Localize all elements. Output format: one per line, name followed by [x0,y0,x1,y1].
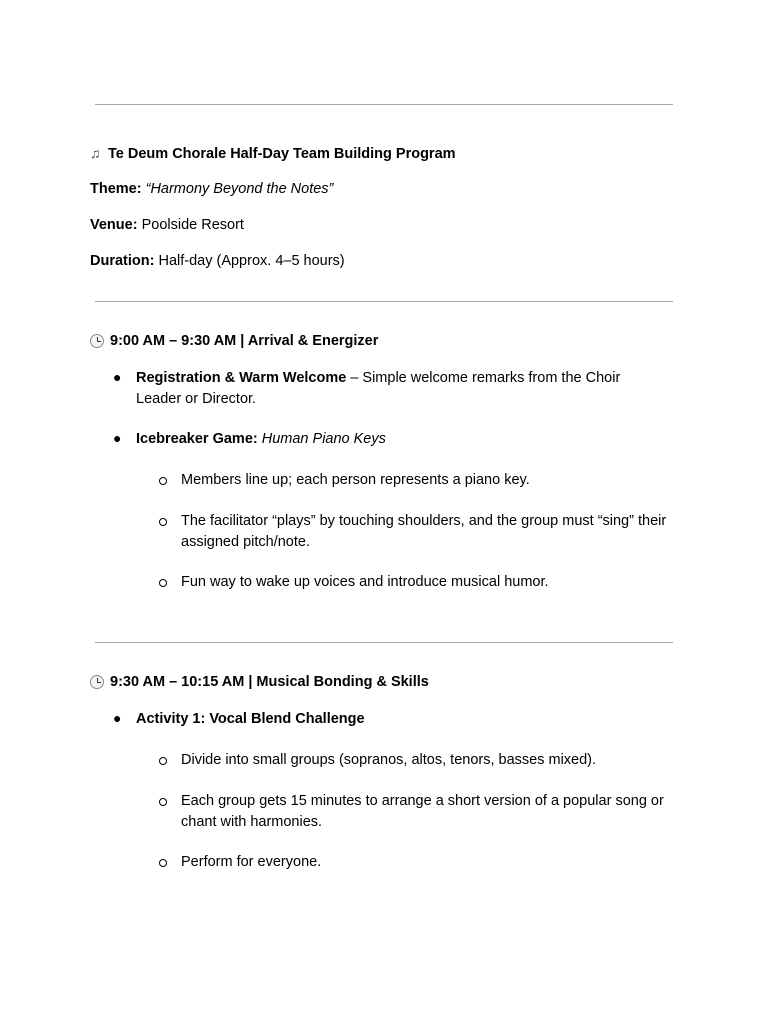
list-item: Icebreaker Game: Human Piano Keys [136,431,386,447]
circle-bullet-icon [159,477,167,485]
circle-bullet-icon [159,518,167,526]
venue-label: Venue: [90,217,138,233]
list-item: Activity 1: Vocal Blend Challenge [136,711,365,727]
bullet-icon: ● [113,369,122,385]
session-heading: 9:00 AM – 9:30 AM | Arrival & Energizer [90,333,378,349]
sub-list-item: Perform for everyone. [181,854,322,870]
circle-bullet-icon [159,579,167,587]
clock-icon [90,675,104,689]
sub-list-item: Divide into small groups (sopranos, altos, tenors, basses mixed). [181,752,597,768]
circle-bullet-icon [159,757,167,765]
session-heading: 9:30 AM – 10:15 AM | Musical Bonding & Skills [90,674,429,690]
duration-line [90,253,345,269]
sub-list-item: Fun way to wake up voices and introduce musical humor. [181,574,549,590]
theme-label: Theme: [90,181,142,197]
sub-list-item: Members line up; each person represents a piano key. [181,472,530,488]
musical-notes-icon: ♫ [90,145,101,161]
duration-label: Duration: [90,253,155,269]
divider [95,301,673,302]
venue-value: Poolside Resort [141,217,244,233]
sub-list-item: Each group gets 15 minutes to arrange a short version of a popular song or chant with harmonies. [181,793,664,830]
list-item: Registration & Warm Welcome – Simple welcome remarks from the Choir Leader or Director. [136,370,621,407]
bullet-icon: ● [113,430,122,446]
divider [95,104,673,105]
venue-line [90,217,244,233]
circle-bullet-icon [159,798,167,806]
theme-line [90,181,333,197]
duration-value: Half-day (Approx. 4–5 hours) [158,253,345,269]
theme-value: “Harmony Beyond the Notes” [145,181,334,197]
program-title: ♫ Te Deum Chorale Half-Day Team Building Program [90,145,456,162]
bullet-icon: ● [113,710,122,726]
sub-list-item: The facilitator “plays” by touching shoulders, and the group must “sing” their assigned pitch/note. [181,513,667,550]
divider [95,642,673,643]
clock-icon [90,334,104,348]
circle-bullet-icon [159,859,167,867]
